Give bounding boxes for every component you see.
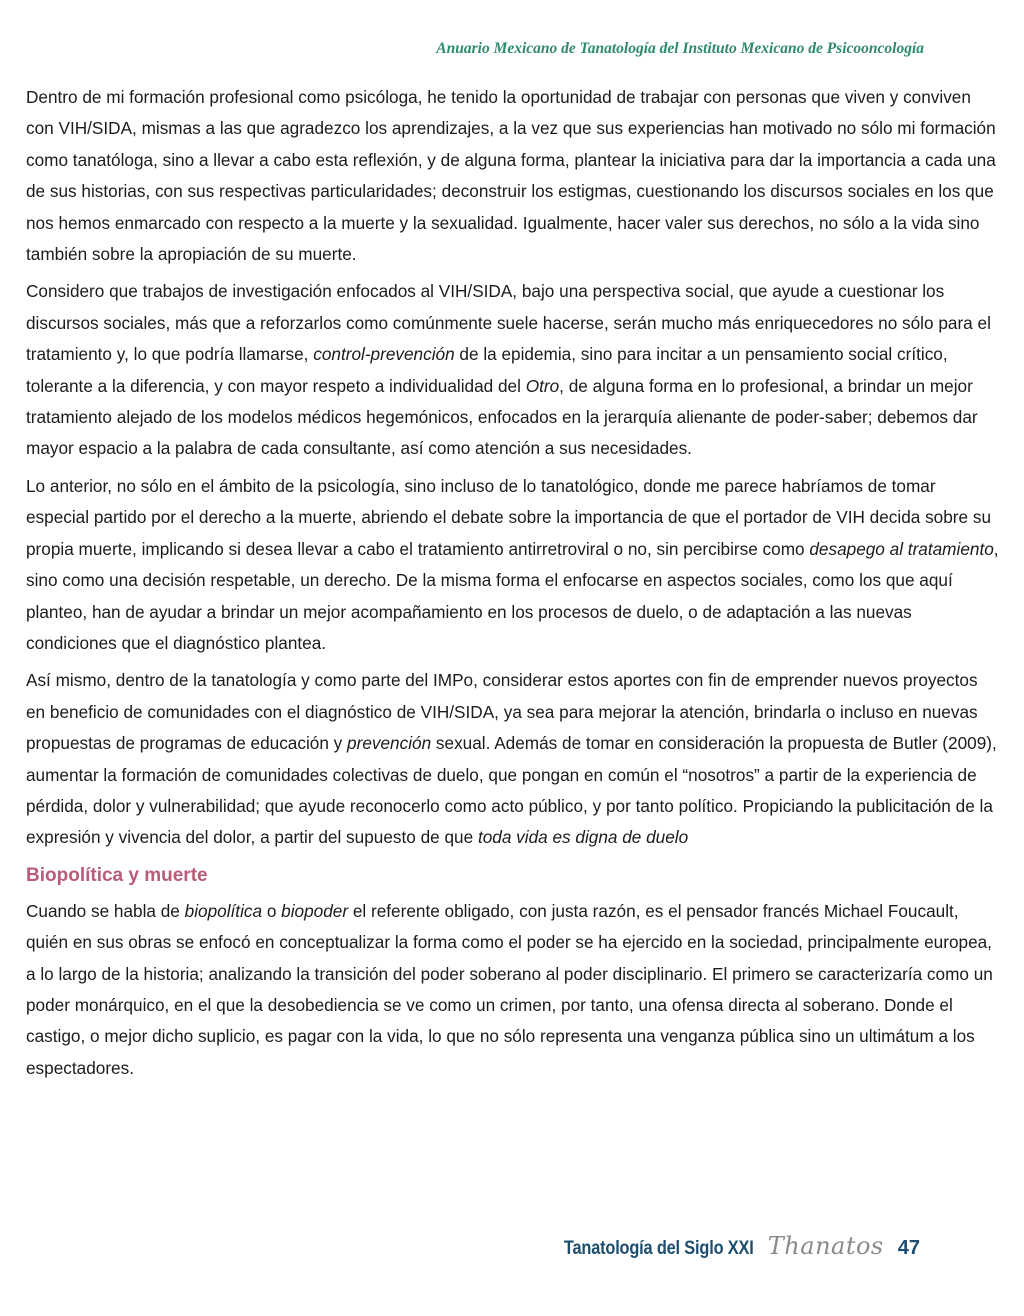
paragraph-2-text-c: , de alguna forma en lo profesional, a brindar un mejor tratamiento alejado de los modelos médicos hegemónicos, enfocados en la jerarquía alienante de poder-saber; debemos dar mayor espacio a la palabra de cada consultante, así como atención a sus necesidades. <box>26 375 978 459</box>
paragraph-5-text-b: o <box>262 900 282 921</box>
emphasis-desapego: desapego al tratamiento <box>809 538 994 559</box>
paragraph-3-text-b: , sino como una decisión respetable, un derecho. De la misma forma el enfocarse en aspectos sociales, como los que aquí planteo, han de ayudar a brindar un mejor acompañamiento en los procesos de duelo, o de adaptación a las nuevas condiciones que el diagnóstico plantea. <box>26 538 999 653</box>
section-title: Biopolítica y muerte <box>26 864 208 886</box>
page-footer <box>533 1232 920 1260</box>
paragraph-2-text-a: Considero que trabajos de investigación enfocados al VIH/SIDA, bajo una perspectiva social, que ayude a cuestionar los discursos sociales, más que a reforzarlos como comúnmente suele hacerse, serán mucho más enriquecedores no sólo para el tratamiento y, lo que podría llamarse, <box>26 281 991 365</box>
paragraph-5 <box>26 896 1001 1084</box>
emphasis-biopolitica: biopolítica <box>184 900 263 921</box>
paragraph-2-text-b: de la epidemia, sino para incitar a un pensamiento social crítico, tolerante a la diferencia, y con mayor respeto a individualidad del <box>26 344 948 396</box>
page-number: 47 <box>897 1237 920 1259</box>
emphasis-toda-vida: toda vida es digna de duelo <box>477 827 689 848</box>
paragraph-2 <box>26 276 1001 464</box>
paragraph-3 <box>26 471 1001 659</box>
paragraph-4-text-a: Así mismo, dentro de la tanatología y como parte del IMPo, considerar estos aportes con fin de emprender nuevos proyectos en beneficio de comunidades con el diagnóstico de VIH/SIDA, ya sea para mejorar la atención, brindarla o incluso en nuevas propuestas de programas de educación y <box>26 670 978 754</box>
thanatos-logo: Thanatos <box>767 1232 884 1260</box>
paragraph-1: Dentro de mi formación profesional como psicóloga, he tenido la oportunidad de trabajar con personas que viven y conviven con VIH/SIDA, mismas a las que agradezco los aprendizajes, a la vez que sus experiencias han motivado no sólo mi formación como tanatóloga, sino a llevar a cabo esta reflexión, y de alguna forma, plantear la iniciativa para dar la importancia a cada una de sus historias, con sus respectivas particularidades; deconstruir los estigmas, cuestionando los discursos sociales en los que nos hemos enmarcado con respecto a la muerte y la sexualidad. Igualmente, hacer valer sus derechos, no sólo a la vida sino también sobre la apropiación de su muerte. <box>26 87 996 265</box>
footer-title: Tanatología del Siglo XXI <box>564 1238 754 1259</box>
emphasis-otro: Otro <box>525 375 560 396</box>
emphasis-prevencion: prevención <box>347 733 432 754</box>
article-body <box>26 82 1001 1090</box>
emphasis-control-prevencion: control-prevención <box>313 344 455 365</box>
paragraph-5-text-c: el referente obligado, con justa razón, es el pensador francés Michael Foucault, quién en sus obras se enfocó en conceptualizar la forma como el poder se ha ejercido en la sociedad, principalmente europea, a lo largo de la historia; analizando la transición del poder soberano al poder disciplinario. El primero se caracterizaría como un poder monárquico, en el que la desobediencia se ve como un crimen, por tanto, una ofensa directa al soberano. Donde el castigo, o mejor dicho suplicio, es pagar con la vida, lo que no sólo representa una venganza pública sino un ultimátum a los espectadores. <box>26 900 993 1078</box>
paragraph-4-text-b: sexual. Además de tomar en consideración la propuesta de Butler (2009), aumentar la formación de comunidades colectivas de duelo, que pongan en común el “nosotros” a partir de la experiencia de pérdida, dolor y vulnerabilidad; que ayude reconocerlo como acto público, y por tanto político. Propiciando la publicitación de la expresión y vivencia del dolor, a partir del supuesto de que <box>26 733 997 848</box>
paragraph-3-text-a: Lo anterior, no sólo en el ámbito de la psicología, sino incluso de lo tanatológico, donde me parece habríamos de tomar especial partido por el derecho a la muerte, abriendo el debate sobre la importancia de que el portador de VIH decida sobre su propia muerte, implicando si desea llevar a cabo el tratamiento antirretroviral o no, sin percibirse como <box>26 475 992 559</box>
emphasis-biopoder: biopoder <box>281 900 349 921</box>
paragraph-5-text-a: Cuando se habla de <box>26 900 185 921</box>
paragraph-4 <box>26 665 1001 853</box>
journal-header: Anuario Mexicano de Tanatología del Instituto Mexicano de Psicooncología <box>436 40 924 57</box>
